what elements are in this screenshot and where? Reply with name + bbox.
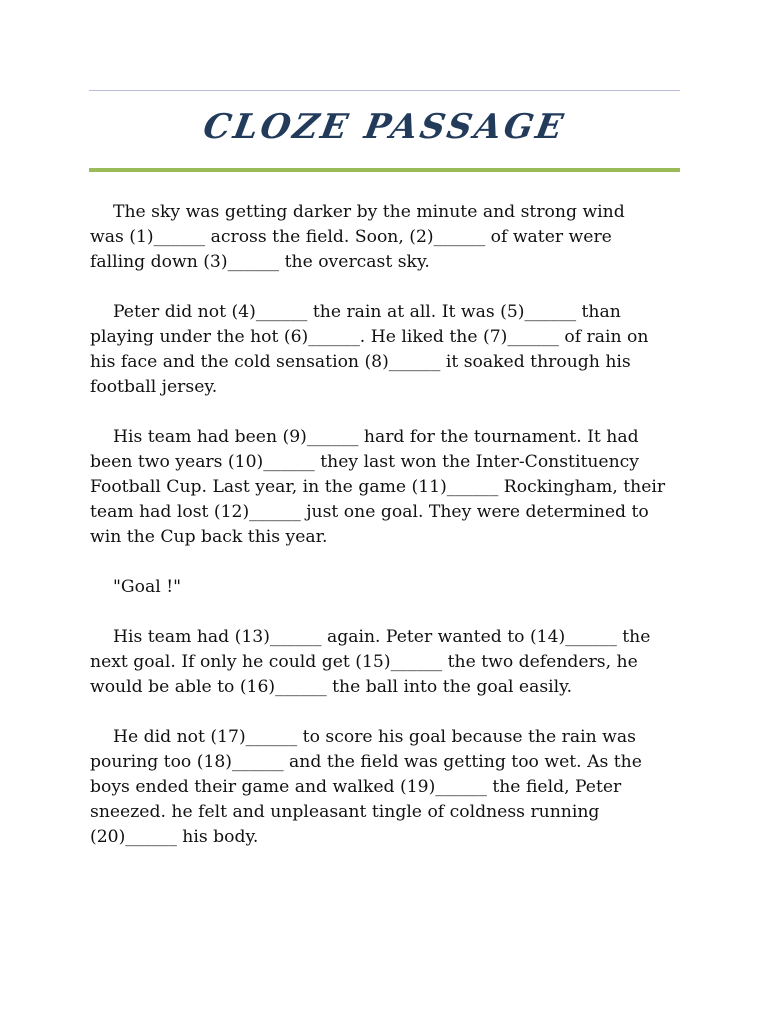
text-line: (20)______ his body. — [90, 827, 259, 847]
text-line: pouring too (18)______ and the field was getting too wet. As the — [90, 752, 642, 772]
text-line: playing under the hot (6)______. He liked the (7)______ of rain on — [90, 327, 649, 347]
text-line: boys ended their game and walked (19)______ the field, Peter — [90, 777, 622, 797]
paragraph-6 — [90, 725, 690, 850]
text-line: was (1)______ across the field. Soon, (2)______ of water were — [90, 227, 612, 247]
paragraph-4 — [90, 575, 690, 600]
paragraph-3 — [90, 425, 690, 550]
passage-body — [90, 200, 690, 875]
text-line: Football Cup. Last year, in the game (11)______ Rockingham, their — [90, 477, 666, 497]
paragraph-2 — [90, 300, 690, 400]
title-underline-rule — [89, 168, 680, 172]
paragraph-5 — [90, 625, 690, 700]
text-line: football jersey. — [90, 377, 218, 397]
text-line: "Goal !" — [113, 577, 182, 597]
text-line: His team had been (9)______ hard for the tournament. It had — [113, 427, 639, 447]
text-line: next goal. If only he could get (15)______ the two defenders, he — [90, 652, 638, 672]
text-line: his face and the cold sensation (8)______ it soaked through his — [90, 352, 631, 372]
text-line: win the Cup back this year. — [90, 527, 328, 547]
text-line: been two years (10)______ they last won the Inter-Constituency — [90, 452, 640, 472]
text-line: Peter did not (4)______ the rain at all. It was (5)______ than — [113, 302, 621, 322]
page-title: CLOZE PASSAGE — [200, 107, 569, 147]
text-line: sneezed. he felt and unpleasant tingle of coldness running — [90, 802, 600, 822]
text-line: team had lost (12)______ just one goal. They were determined to — [90, 502, 649, 522]
text-line: His team had (13)______ again. Peter wanted to (14)______ the — [113, 627, 651, 647]
header-rule — [89, 90, 680, 91]
text-line: would be able to (16)______ the ball into the goal easily. — [90, 677, 573, 697]
paragraph-1 — [90, 200, 690, 275]
text-line: He did not (17)______ to score his goal because the rain was — [113, 727, 636, 747]
text-line: The sky was getting darker by the minute and strong wind — [113, 202, 625, 222]
text-line: falling down (3)______ the overcast sky. — [90, 252, 430, 272]
